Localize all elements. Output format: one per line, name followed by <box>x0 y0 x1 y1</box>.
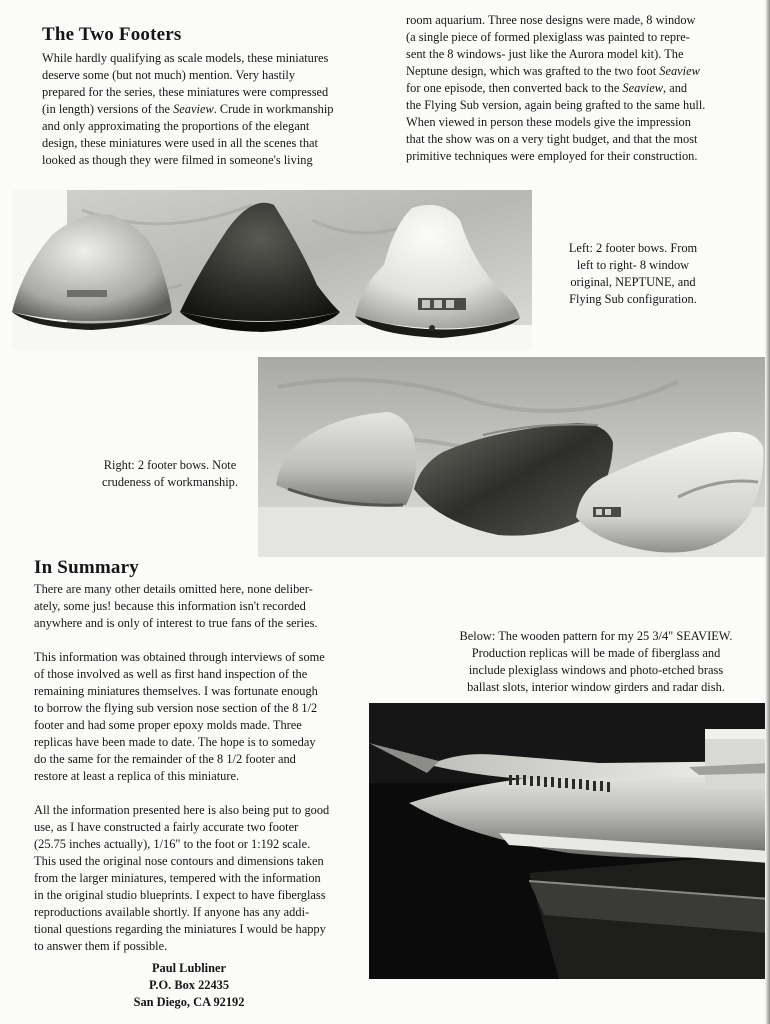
photo-three-bows-image <box>12 190 532 350</box>
two-footers-col2-text: room aquarium. Three nose designs were made, 8 window (a single piece of formed plexiglass was painted to repre- sent the 8 windows- just like the Aurora model kit). The Neptune design, which was grafted to the two foot Seaview for one episode, then converted back to the Seaview, and the Flying Sub version, again being grafted to the same hull. When viewed in person these models give the impression that the show was on a very tight budget, and that the most primitive techniques were employed for their construction. <box>406 13 706 163</box>
section-heading-summary: In Summary <box>34 557 139 578</box>
section-heading-two-footers: The Two Footers <box>42 24 182 45</box>
caption-right-photo: Right: 2 footer bows. Note crudeness of workmanship. <box>102 458 238 489</box>
author-signature <box>104 960 274 1011</box>
caption-left-photo: Left: 2 footer bows. From left to right- 8 window original, NEPTUNE, and Flying Sub configuration. <box>568 241 698 306</box>
summary-paragraph-2: This information was obtained through interviews of some of those involved as well as first hand inspection of the remaining miniatures themselves. I was fortunate enough to borrow the flying sub version nose section of the 8 1/2 footer and had some proper epoxy molds made. Three replicas have been made to date. The hope is to someday do the same for the remainder of the 8 1/2 footer and restore at least a replica of this miniature. <box>34 650 325 783</box>
photo-wooden-pattern <box>369 703 770 979</box>
photo-side-bows-image <box>258 357 770 557</box>
author-city: San Diego, CA 92192 <box>133 995 245 1009</box>
photo-side-bows <box>258 357 770 557</box>
two-footers-col2 <box>406 12 736 165</box>
photo-wooden-pattern-image <box>369 703 770 979</box>
author-name: Paul Lubliner <box>151 961 227 975</box>
two-footers-col1-text: While hardly qualifying as scale models, these miniatures deserve some (but not much) mention. Very hastily prepared for the series, these miniatures were compressed (in length) versions of the Seaview. Crude in workmanship and only approximating the proportions of the elegant design, these miniatures were used in all the scenes that looked as though they were filmed in someone's living <box>42 51 334 167</box>
summary-paragraph-1: There are many other details omitted here, none deliber- ately, some jus! because this information isn't recorded anywhere and is only of interest to true fans of the series. <box>34 582 318 630</box>
photo-three-bows <box>12 190 532 350</box>
two-footers-section <box>42 24 372 169</box>
summary-section <box>34 557 364 955</box>
summary-paragraph-3: All the information presented here is also being put to good use, as I have constructed a fairly accurate two footer (25.75 inches actually), 1/16" to the foot or 1:192 scale. This used the original nose contours and dimensions taken from the larger miniatures, tempered with the information in the original studio blueprints. I expect to have fiberglass reproductions available shortly. If anyone has any addi- tional questions regarding the miniatures I would be happy to answer them if possible. <box>34 803 330 953</box>
caption-below-photo: Below: The wooden pattern for my 25 3/4" SEAVIEW. Production replicas will be made of fiberglass and include plexiglass windows and photo-etched brass ballast slots, interior window girders and radar dish. <box>459 629 733 694</box>
page-edge-shadow <box>765 0 770 1024</box>
author-po-box: P.O. Box 22435 <box>148 978 230 992</box>
